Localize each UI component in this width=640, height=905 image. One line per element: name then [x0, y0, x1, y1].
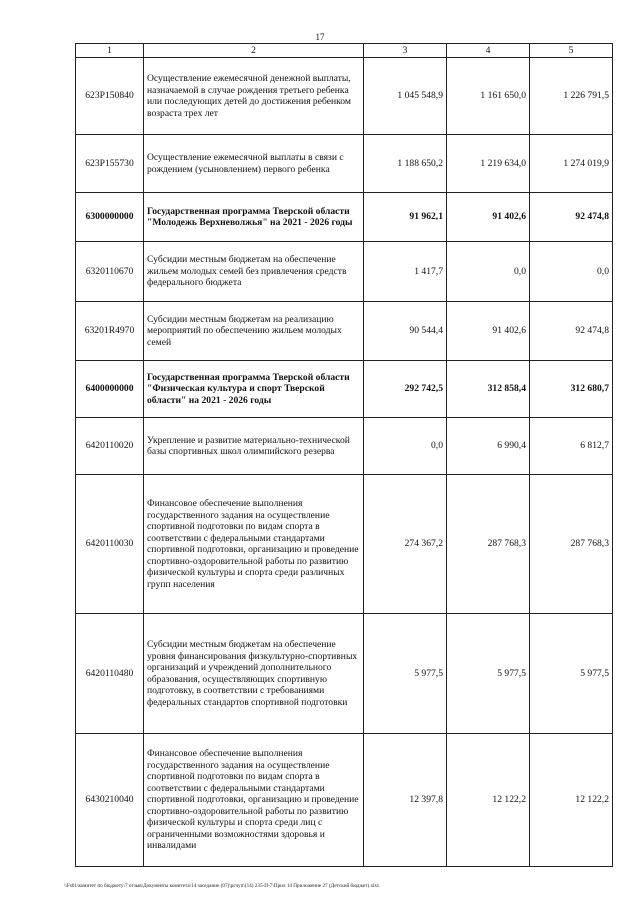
row-value-cell: 0,0	[530, 242, 613, 302]
row-code-cell: 623P155730	[76, 135, 144, 193]
row-value-cell: 12 122,2	[530, 734, 613, 867]
row-value-cell: 92 474,8	[530, 193, 613, 242]
row-value-cell: 1 161 650,0	[447, 58, 530, 135]
row-name-cell: Осуществление ежемесячной выплаты в связи с рождением (усыновлением) первого ребенка	[144, 135, 364, 193]
row-value-cell: 0,0	[447, 242, 530, 302]
table-row	[76, 418, 613, 475]
row-name-cell: Субсидии местным бюджетам на реализацию мероприятий по обеспечению жильем молодых семей	[144, 302, 364, 361]
table-row	[76, 242, 613, 302]
row-code-cell: 6320110670	[76, 242, 144, 302]
file-path-footer: \\Fs01\комитет по бюджету\7 отзыв\Документы комитета\14 заседание (07)\ргчуп\(14) 235-П-7\Прил 14 Приложение 27 (Детский бюджет).xlsx	[64, 883, 380, 889]
row-name-cell: Финансовое обеспечение выполнения государственного задания на осуществление спортивной подготовки по видам спорта в соответствии с федеральными стандартами спортивной подготовки, организацию и проведение спортивно-оздоровительной работы по развитию физической культуры и спорта среди лиц с ограниченными возможностями здоровья и инвалидами	[144, 734, 364, 867]
row-name-cell: Осуществление ежемесячной денежной выплаты, назначаемой в случае рождения третьего ребенка или последующих детей до достижения ребенком возраста трех лет	[144, 58, 364, 135]
page-number: 17	[315, 32, 325, 42]
row-value-cell: 0,0	[364, 418, 447, 475]
row-value-cell: 312 680,7	[530, 361, 613, 418]
table-row	[76, 614, 613, 734]
row-value-cell: 1 045 548,9	[364, 58, 447, 135]
row-value-cell: 12 122,2	[447, 734, 530, 867]
header-cell: 3	[364, 44, 447, 58]
row-value-cell: 1 417,7	[364, 242, 447, 302]
row-value-cell: 90 544,4	[364, 302, 447, 361]
row-code-cell: 6420110480	[76, 614, 144, 734]
row-value-cell: 91 962,1	[364, 193, 447, 242]
row-value-cell: 287 768,3	[447, 475, 530, 614]
row-value-cell: 292 742,5	[364, 361, 447, 418]
row-code-cell: 6400000000	[76, 361, 144, 418]
header-cell: 2	[144, 44, 364, 58]
row-value-cell: 92 474,8	[530, 302, 613, 361]
row-code-cell: 63201R4970	[76, 302, 144, 361]
row-code-cell: 6300000000	[76, 193, 144, 242]
row-name-cell: Финансовое обеспечение выполнения государственного задания на осуществление спортивной подготовки по видам спорта в соответствии с федеральными стандартами спортивной подготовки, организацию и проведение спортивно-оздоровительной работы по развитию физической культуры и спорта среди различных групп населения	[144, 475, 364, 614]
header-cell: 5	[530, 44, 613, 58]
row-value-cell: 5 977,5	[530, 614, 613, 734]
budget-table	[75, 43, 613, 867]
row-value-cell: 6 812,7	[530, 418, 613, 475]
row-value-cell: 6 990,4	[447, 418, 530, 475]
row-value-cell: 5 977,5	[447, 614, 530, 734]
table-row	[76, 58, 613, 135]
row-value-cell: 1 188 650,2	[364, 135, 447, 193]
table-row	[76, 193, 613, 242]
row-value-cell: 91 402,6	[447, 193, 530, 242]
row-value-cell: 91 402,6	[447, 302, 530, 361]
row-value-cell: 12 397,8	[364, 734, 447, 867]
table-row	[76, 302, 613, 361]
row-name-cell: Субсидии местным бюджетам на обеспечение жильем молодых семей без привлечения средств федерального бюджета	[144, 242, 364, 302]
row-code-cell: 623P150840	[76, 58, 144, 135]
table-header-row	[76, 44, 613, 58]
header-cell: 4	[447, 44, 530, 58]
row-code-cell: 6420110020	[76, 418, 144, 475]
row-value-cell: 274 367,2	[364, 475, 447, 614]
row-value-cell: 287 768,3	[530, 475, 613, 614]
row-name-cell: Государственная программа Тверской области "Молодежь Верхневолжья" на 2021 - 2026 годы	[144, 193, 364, 242]
table-row	[76, 361, 613, 418]
row-name-cell: Государственная программа Тверской области "Физическая культура и спорт Тверской области" на 2021 - 2026 годы	[144, 361, 364, 418]
row-code-cell: 6430210040	[76, 734, 144, 867]
row-value-cell: 1 274 019,9	[530, 135, 613, 193]
table-row	[76, 734, 613, 867]
row-value-cell: 5 977,5	[364, 614, 447, 734]
row-value-cell: 1 226 791,5	[530, 58, 613, 135]
row-code-cell: 6420110030	[76, 475, 144, 614]
header-cell: 1	[76, 44, 144, 58]
row-value-cell: 312 858,4	[447, 361, 530, 418]
row-value-cell: 1 219 634,0	[447, 135, 530, 193]
row-name-cell: Субсидии местным бюджетам на обеспечение уровня финансирования физкультурно-спортивных организаций и учреждений дополнительного образования, осуществляющих спортивную подготовку, в соответствии с требованиями федеральных стандартов спортивной подготовки	[144, 614, 364, 734]
row-name-cell: Укрепление и развитие материально-технической базы спортивных школ олимпийского резерва	[144, 418, 364, 475]
table-row	[76, 475, 613, 614]
table-row	[76, 135, 613, 193]
